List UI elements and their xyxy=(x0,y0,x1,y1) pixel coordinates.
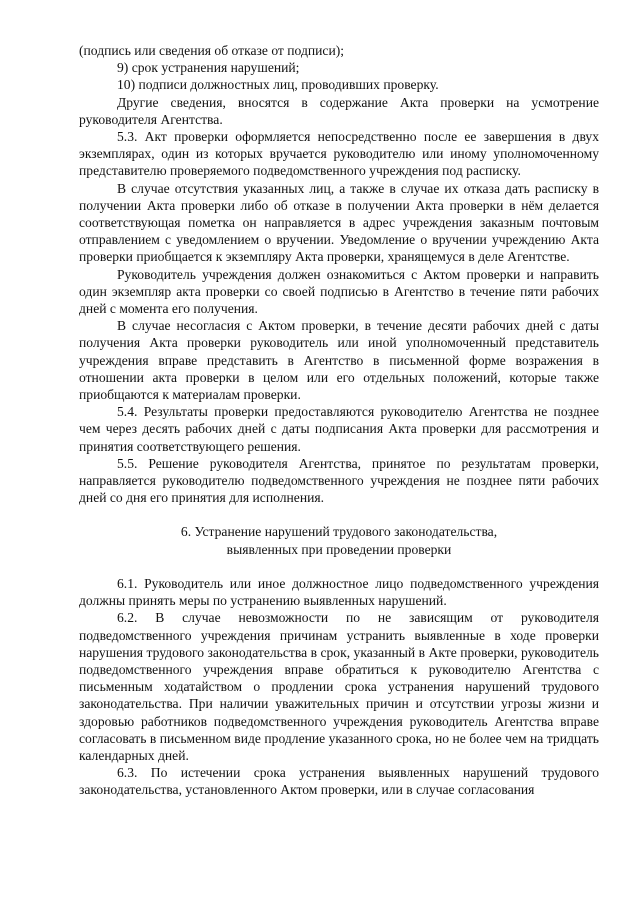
paragraph-6-3: 6.3. По истечении срока устранения выявленных нарушений трудового законодательства, установленного Актом проверки, или в случае согласования xyxy=(79,765,599,798)
paragraph-signature-continuation: (подпись или сведения об отказе от подписи); xyxy=(79,43,345,58)
paragraph-6-2: 6.2. В случае невозможности по не зависящим от руководителя подведомственного учреждения причинам устранить выявленные в ходе проверки нарушения трудового законодательства в срок, указанный в Акте проверки, руководитель подведомственного учреждения вправе обратиться к руководителю Агентства с письменным ходатайством о продлении срока устранения нарушений трудового законодательства. При наличии уважительных причин и отсутствии угрозы жизни и здоровью работников подведомственного учреждения руководитель Агентства вправе согласовать в письменном виде продление указанного срока, но не более чем на тридцать календарных дней. xyxy=(79,610,599,763)
paragraph-5-3-familiarize: Руководитель учреждения должен ознакомиться с Актом проверки и направить один экземпляр акта проверки со своей подписью в Агентство в течение пяти рабочих дней с момента его получения. xyxy=(79,266,599,317)
spacer xyxy=(79,506,599,523)
paragraph-5-3-disagreement: В случае несогласия с Актом проверки, в течение десяти рабочих дней с даты получения Акта проверки руководитель или иной уполномоченный представитель учреждения вправе представить в Агентство в письменной форме возражения в отношении акта проверки в целом или его отдельных положений, которые также приобщаются к материалам проверки. xyxy=(79,318,599,403)
paragraph-5-5: 5.5. Решение руководителя Агентства, принятое по результатам проверки, направляется руководителю подведомственного учреждения не позднее пяти рабочих дней со дня его принятия для исполнения. xyxy=(79,455,599,506)
section-heading-line-2: выявленных при проведении проверки xyxy=(226,541,452,557)
paragraph-5-4: 5.4. Результаты проверки предоставляются руководителю Агентства не позднее чем через десять рабочих дней с даты подписания Акта проверки для рассмотрения и принятия соответствующего решения. xyxy=(79,404,599,454)
paragraph-5-3: 5.3. Акт проверки оформляется непосредственно после ее завершения в двух экземплярах, один из которых вручается руководителю или иному уполномоченному представителю проверяемого подведомственного учреждения под расписку. xyxy=(79,129,599,179)
spacer xyxy=(79,558,599,575)
paragraph-item-9: 9) срок устранения нарушений; xyxy=(117,60,300,76)
paragraph-5-3-absence: В случае отсутствия указанных лиц, а также в случае их отказа дать расписку в получении Акта проверки либо об отказе в получении Акта проверки в нём делается соответствующая пометка он направляется в адрес учреждения заказным почтовым отправлением с уведомлением о вручении. Уведомление о вручении учреждению Акта проверки приобщается к экземпляру Акта проверки, хранящемуся в деле Агентстве. xyxy=(79,180,599,265)
paragraph-item-10: 10) подписи должностных лиц, проводивших проверку. xyxy=(117,77,439,93)
paragraph-6-1: 6.1. Руководитель или иное должностное лицо подведомственного учреждения должны принять меры по устранению выявленных нарушений. xyxy=(79,575,599,609)
document-page xyxy=(79,42,599,799)
section-heading-line-1: 6. Устранение нарушений трудового законодательства, xyxy=(180,524,498,540)
paragraph-other-info: Другие сведения, вносятся в содержание Акта проверки на усмотрение руководителя Агентства. xyxy=(79,94,599,127)
section-heading xyxy=(79,523,599,557)
